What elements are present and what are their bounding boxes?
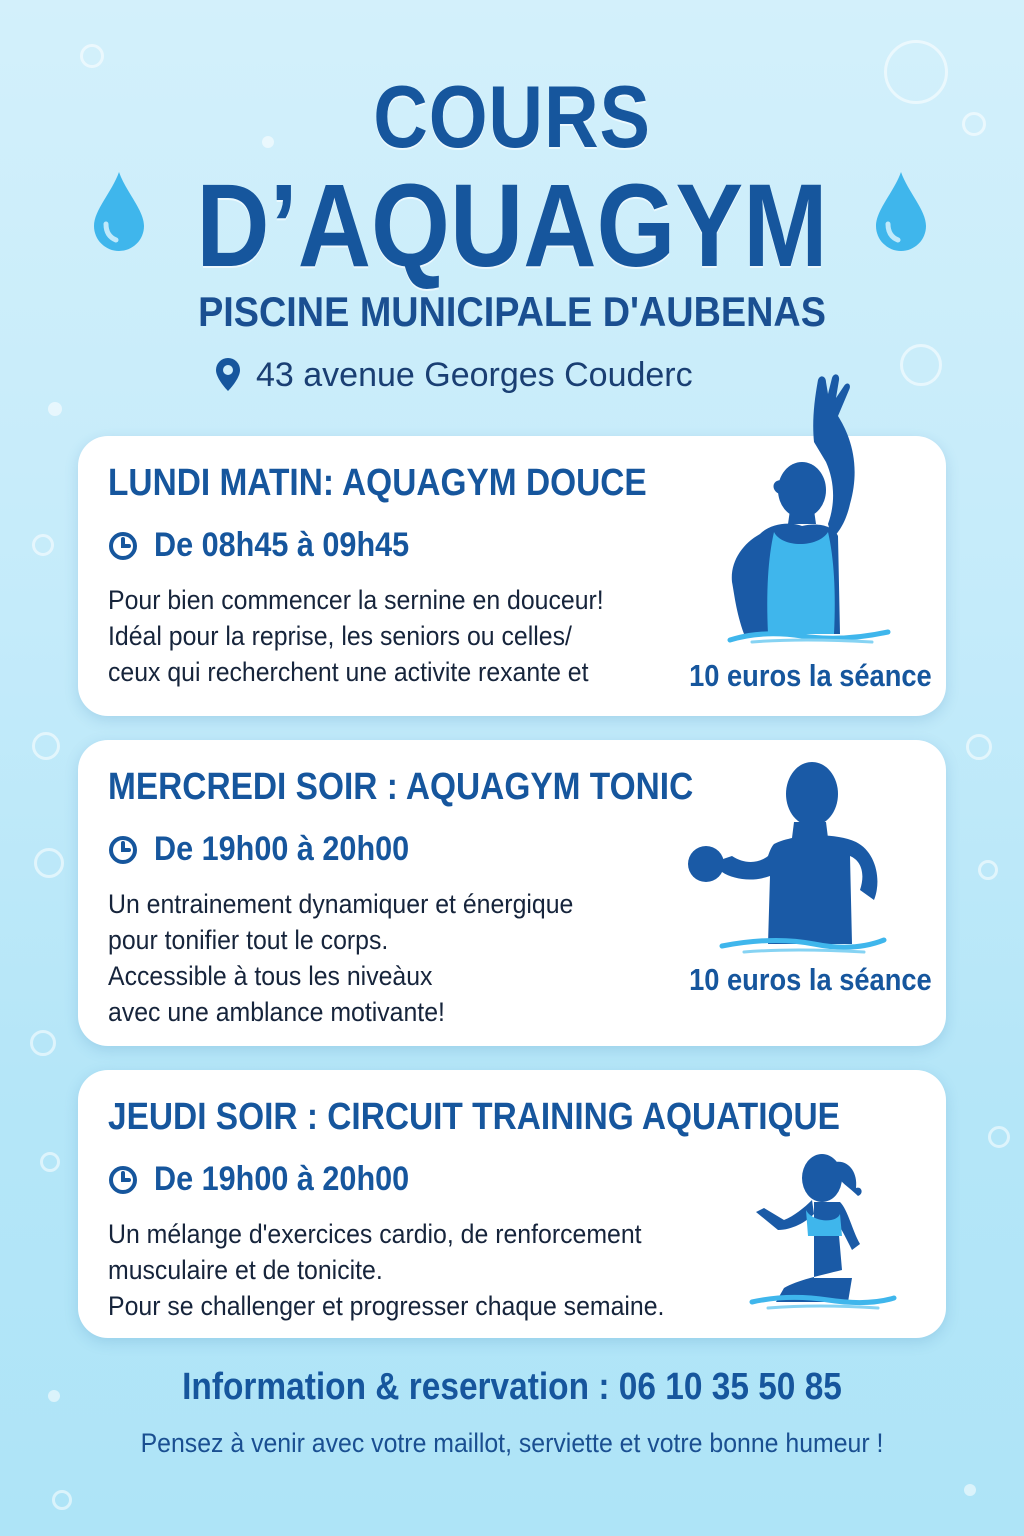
description-line: musculaire et de tonicite. [108, 1255, 383, 1285]
location-pin-icon [214, 357, 242, 393]
class-price: 10 euros la séance [689, 658, 932, 693]
class-time [108, 830, 438, 869]
bubble-decoration [32, 534, 54, 556]
class-title: MERCREDI SOIR : AQUAGYM TONIC [108, 766, 694, 808]
class-time-text: De 19h00 à 20h00 [154, 830, 410, 868]
class-time [108, 1160, 438, 1199]
class-description [108, 582, 647, 690]
title-line-1: COURS [373, 67, 651, 166]
clock-icon [108, 1165, 138, 1195]
class-title: JEUDI SOIR : CIRCUIT TRAINING AQUATIQUE [108, 1096, 840, 1138]
title-line-2: D’AQUAGYM [196, 160, 828, 292]
description-line: Idéal pour la reprise, les seniors ou celles/ [108, 621, 572, 651]
description-line: Un entrainement dynamiquer et énergique [108, 889, 574, 919]
class-price: 10 euros la séance [689, 962, 932, 997]
bubble-decoration [900, 344, 942, 386]
address-text: 43 avenue Georges Couderc [256, 355, 693, 394]
bubble-decoration [30, 1030, 56, 1056]
bubble-decoration [966, 734, 992, 760]
class-title: LUNDI MATIN: AQUAGYM DOUCE [108, 462, 647, 504]
bubble-decoration [988, 1126, 1010, 1148]
bubble-decoration [80, 44, 104, 68]
bubble-decoration [978, 860, 998, 880]
description-line: Un mélange d'exercices cardio, de renforcement [108, 1219, 642, 1249]
bubble-decoration [52, 1490, 72, 1510]
description-line: pour tonifier tout le corps. [108, 925, 389, 955]
bubble-decoration [962, 112, 986, 136]
description-line: Pour bien commencer la sernine en douceur! [108, 585, 604, 615]
description-line: Accessible à tous les niveàux [108, 961, 433, 991]
bubble-decoration [964, 1484, 976, 1496]
class-time-text: De 08h45 à 09h45 [154, 526, 410, 564]
address [214, 352, 693, 398]
class-time [108, 526, 438, 565]
bubble-decoration [48, 1390, 60, 1402]
clock-icon [108, 835, 138, 865]
description-line: Pour se challenger et progresser chaque semaine. [108, 1291, 665, 1321]
bubble-decoration [40, 1152, 60, 1172]
clock-icon [108, 531, 138, 561]
swimmer-man-figure [684, 760, 894, 956]
class-time-text: De 19h00 à 20h00 [154, 1160, 410, 1198]
runner-woman-figure [748, 1150, 898, 1312]
description-line: avec une amblance motivante! [108, 997, 445, 1027]
description-line: ceux qui recherchent une activite rexante et [108, 657, 589, 687]
venue-subtitle: PISCINE MUNICIPALE D'AUBENAS [198, 288, 826, 335]
reservation-info: Information & reservation : 06 10 35 50 85 [182, 1366, 842, 1408]
bubble-decoration [48, 402, 62, 416]
bubble-decoration [34, 848, 64, 878]
class-description [108, 1216, 713, 1324]
bubble-decoration [32, 732, 60, 760]
reminder-note: Pensez à venir avec votre maillot, serviette et votre bonne humeur ! [140, 1428, 884, 1458]
class-description [108, 886, 614, 1030]
swimmer-woman-figure [722, 372, 894, 644]
